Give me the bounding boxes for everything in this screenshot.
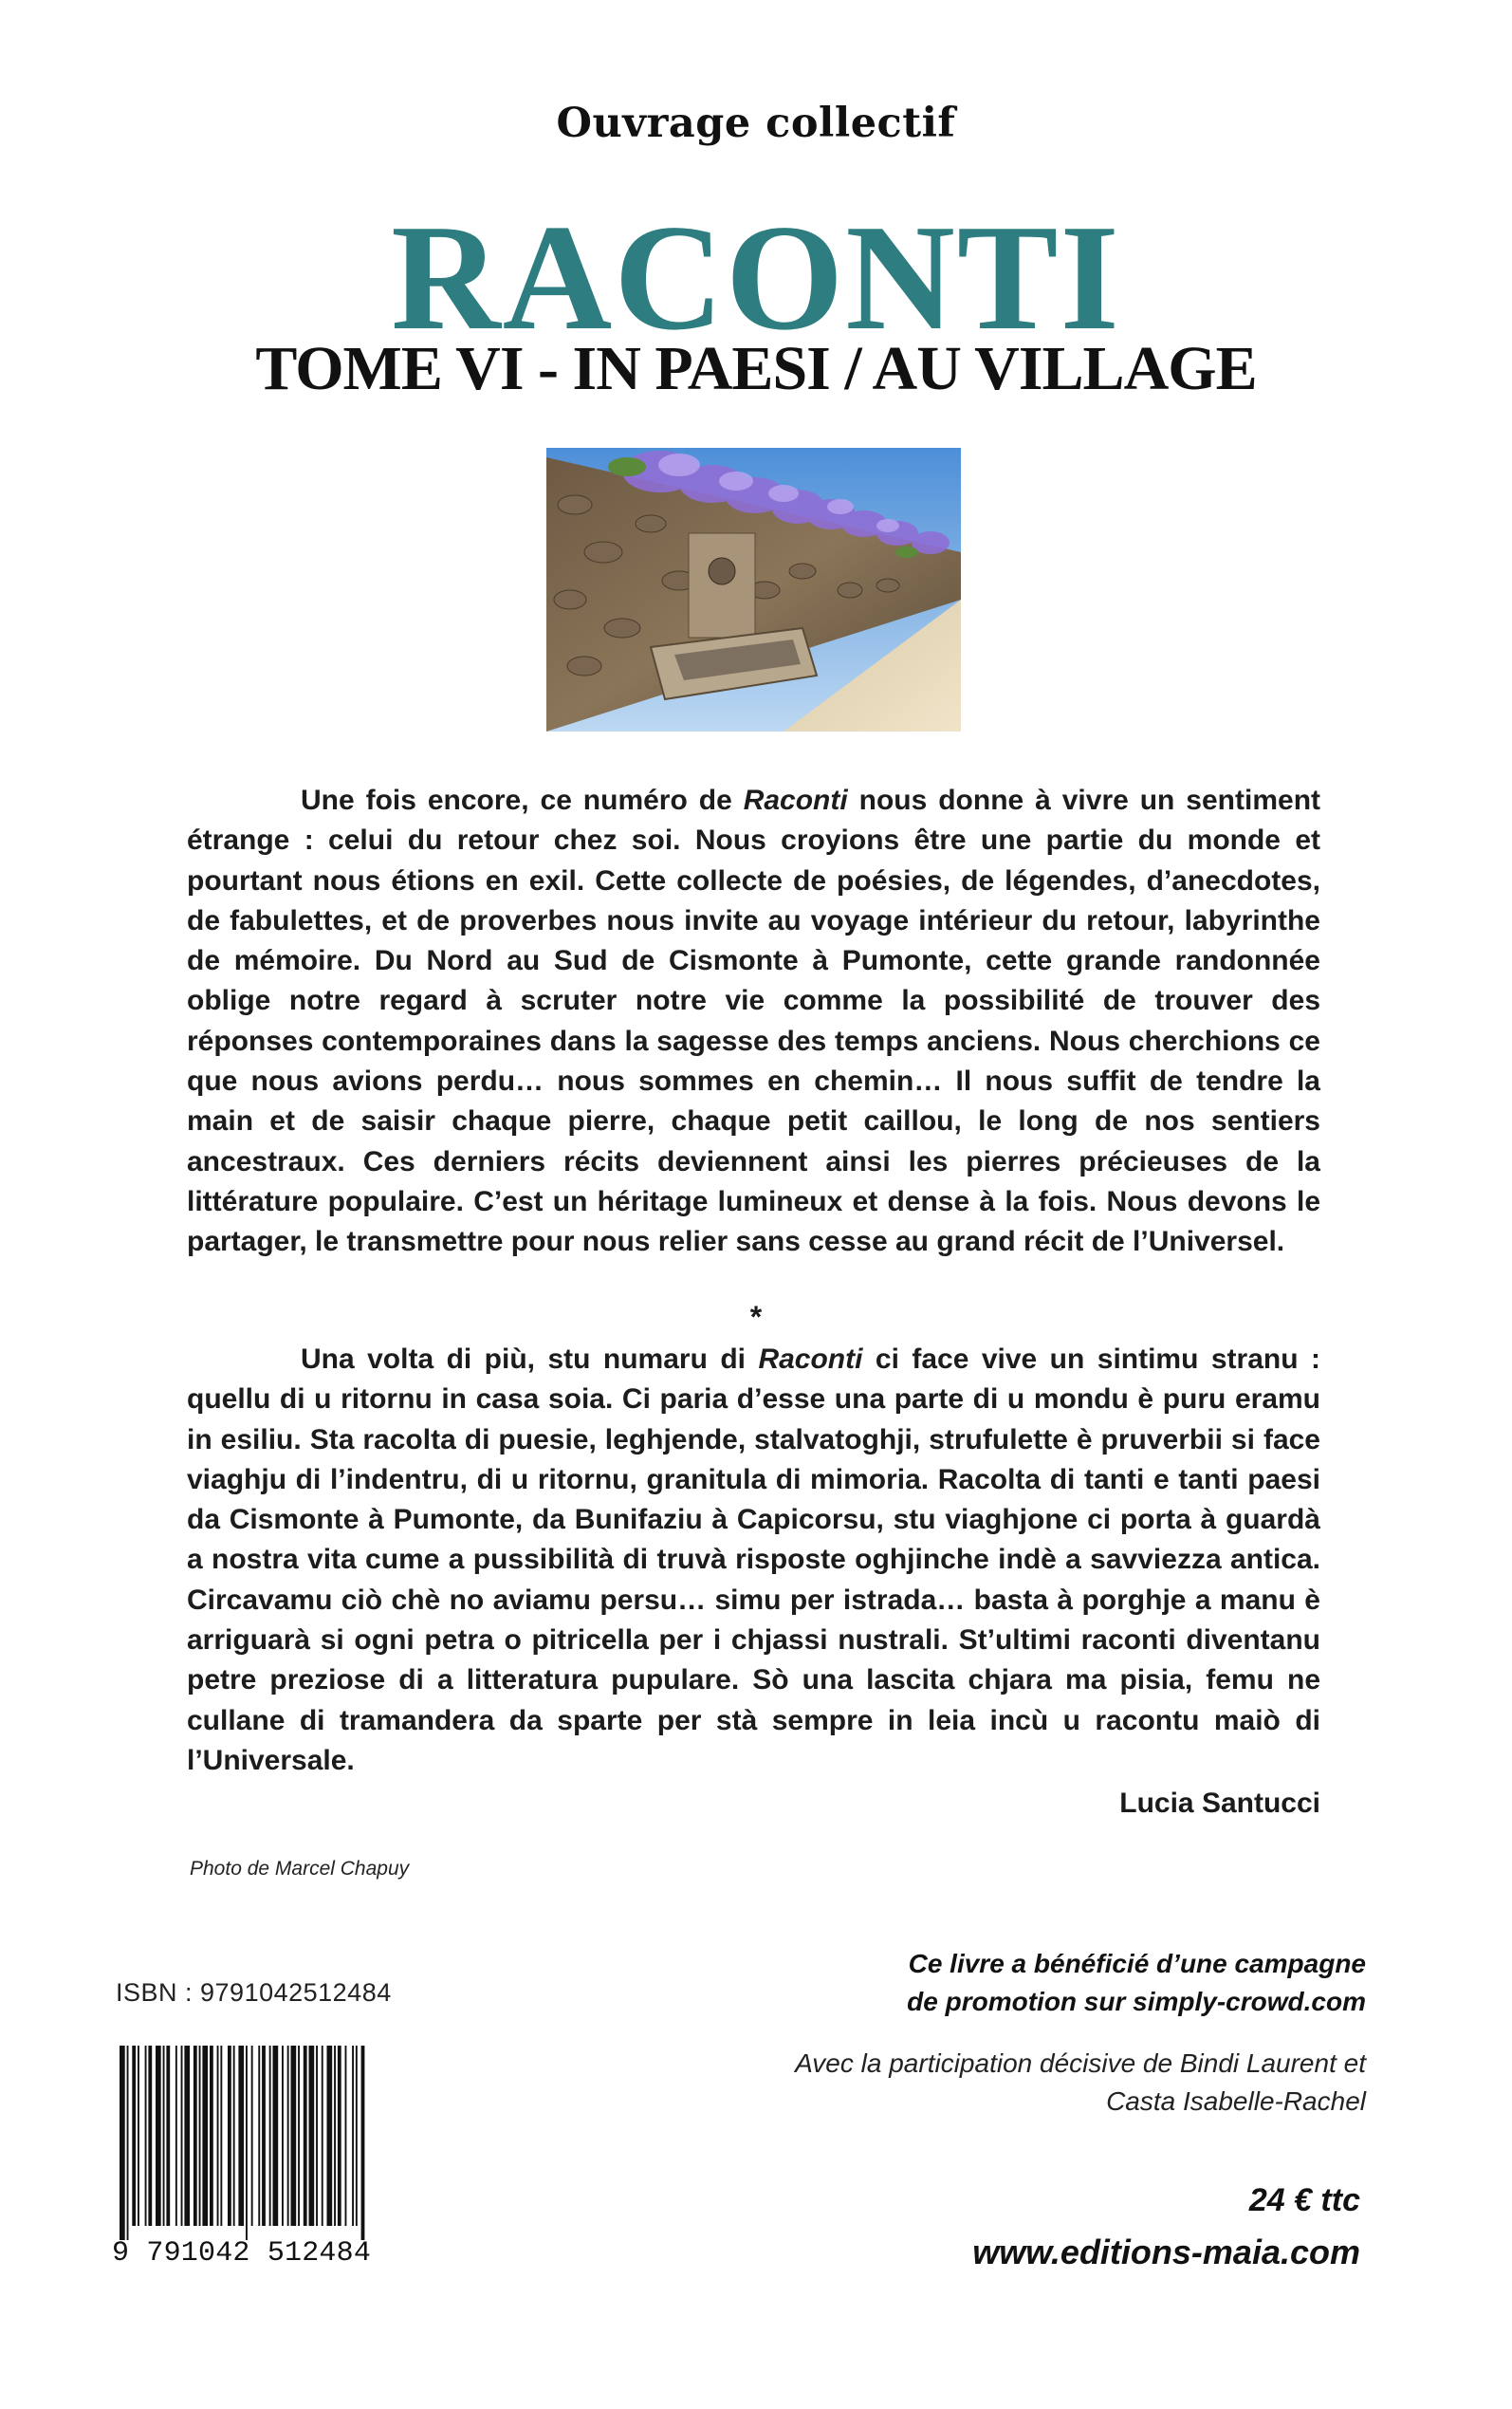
barcode-bar [246,2046,248,2240]
separator: * [749,1300,763,1334]
barcode-bar [217,2046,219,2226]
publisher-website: www.editions-maia.com [972,2233,1360,2271]
barcode-bar [309,2046,315,2226]
barcode-bar [233,2046,235,2226]
barcode-bar [334,2046,336,2226]
price: 24 € ttc [1248,2182,1360,2218]
barcode-bar [361,2046,365,2240]
barcode-bar [156,2046,161,2226]
barcode-bar [287,2046,289,2226]
barcode-bar [251,2046,253,2226]
barcode-bar [258,2046,260,2226]
barcode-bar [269,2046,271,2226]
barcode-bar [181,2046,183,2226]
french-text-italic-title: Raconti [743,785,848,816]
corsican-text [187,1340,1320,1781]
barcode-bar [282,2046,284,2226]
participation-line-1: Avec la participation décisive de Bindi Laurent et [795,2048,1366,2078]
promo-line-1: Ce livre a bénéficié d’une campagne [908,1949,1366,1978]
barcode-bar [220,2046,222,2226]
promo-line-2: de promotion sur simply-crowd.com [907,1987,1366,2016]
french-text [187,781,1320,1263]
book-subtitle: TOME VI - IN PAESI / AU VILLAGE [255,334,1257,403]
corsican-text-part1: Una volta di più, stu numaru di [301,1343,759,1375]
barcode-bar [184,2046,190,2226]
barcode-bar [145,2046,147,2226]
barcode-bar [228,2046,231,2226]
french-text-part2: nous donne à vivre un sentiment étrange : celui du retour chez soi. Nous croyions être une partie du monde et pourtant nous étions en exil. Cette collecte de poésies, de légendes, d’anecdotes, de fabulettes, et de proverbes nous invite au voyage intérieur du retour, labyrinthe de mémoire. Du Nord au Sud de Cismonte à Pumonte, cette grande randonnée oblige notre regard à scruter notre vie comme la possibilité de trouver des réponses contemporaines dans la sagesse des temps anciens. Nous cherchions ce que nous avions perdu… nous sommes en chemin… Il nous suffit de tendre la main et de saisir chaque pierre, chaque petit caillou, le long de nos sentiers ancestraux. Ces derniers récits deviennent ainsi les pierres précieuses de la littérature populaire. C’est un héritage lumineux et dense à la fois. Nous devons le partager, le transmettre pour nous relier sans cesse au grand récit de l’Universel. [187,785,1321,1258]
barcode-bar [345,2046,347,2226]
barcode-bar [298,2046,300,2226]
barcode-bar [338,2046,341,2226]
barcode-bar [120,2046,125,2240]
barcode-bar [304,2046,307,2226]
promo-notice [907,1945,1366,2021]
barcode-bar [194,2046,197,2226]
participation-notice [795,2045,1366,2121]
barcode-bar [316,2046,318,2226]
barcode-bar [163,2046,165,2226]
cover-photo [546,448,961,732]
barcode-digits: 9 791042 512484 [112,2237,372,2270]
barcode-bar [322,2046,323,2226]
barcode-bar [132,2046,136,2226]
barcode-bar [202,2046,208,2226]
isbn-label: ISBN : 9791042512484 [116,1978,392,2007]
barcode-bar [352,2046,354,2226]
author-signature: Lucia Santucci [1119,1788,1320,1819]
barcode-bar [291,2046,297,2226]
french-text-part1: Une fois encore, ce numéro de [301,785,744,816]
participation-line-2: Casta Isabelle-Rachel [1106,2086,1366,2116]
corsican-text-part2: ci face vive un sintimu stranu : quellu di u ritornu in casa soia. Ci paria d’esse una parte di u mondu è puru eramu in esiliu. Sta racolta di puesie, leghjende, stalvatoghji, strufulette è pruverbii si face viaghju di l’indentru, di u ritornu, granitula di mimoria. Racolta di tanti e tanti paesi da Cismonte à Pumonte, da Bunifaziu à Capicorsu, stu viaghjone ci porta à guardà a nostra vita cume a pussibilità di truvà risposte oghjinche indè a savviezza antica. Circavamu ciò chè no aviamu persu… simu per istrada… basta à porghje a manu è arriguarà si ogni petra o pitricella per i chjassi nustrali. St’ultimi raconti diventanu petre preziose di a litteratura pupulare. Sò una lascita chjara ma pisia, femu ne cullane di tramandera da sparte per stà sempre in leia incù u racontu maiò di l’Universale. [187,1343,1320,1776]
barcode-bar [175,2046,177,2226]
barcode-bar [148,2046,152,2226]
barcode-bar [138,2046,139,2226]
collection-label: Ouvrage collectif [556,100,956,147]
barcode-bar [273,2046,279,2226]
corsican-text-italic-title: Raconti [758,1343,863,1375]
barcode-bar [238,2046,244,2226]
barcode-bar [210,2046,213,2226]
barcode-bar [262,2046,266,2226]
barcode-bar [356,2046,358,2226]
barcode-bar [127,2046,129,2240]
photo-credit: Photo de Marcel Chapuy [190,1858,410,1880]
book-title: RACONTI [391,193,1121,361]
barcode-bar [327,2046,333,2226]
barcode-bar [166,2046,170,2226]
barcode-bar [199,2046,201,2226]
